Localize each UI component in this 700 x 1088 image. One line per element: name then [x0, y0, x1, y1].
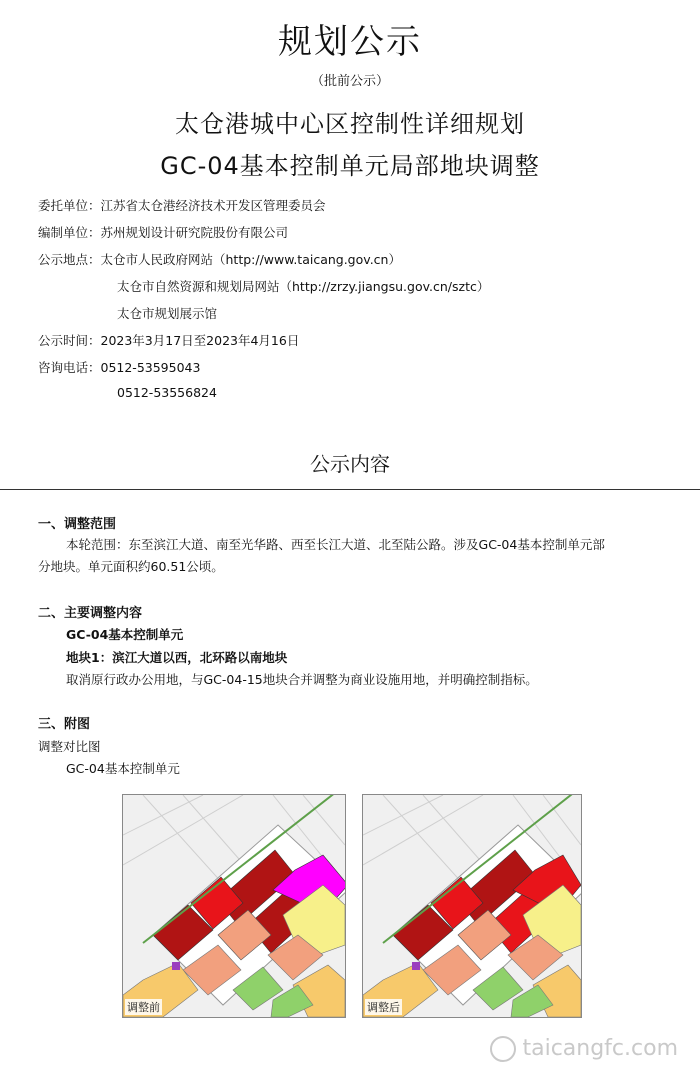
figure-caption: 调整对比图: [38, 739, 101, 754]
watermark-text: taicangfc.com: [522, 1036, 678, 1061]
compiler-unit: 编制单位：苏州规划设计研究院股份有限公司: [38, 225, 289, 240]
client-unit: 委托单位：江苏省太仓港经济技术开发区管理委员会: [38, 198, 326, 213]
page-title: 规划公示: [278, 22, 422, 62]
map-after: [362, 794, 582, 1018]
section-1-text: 本轮范围：东至滨江大道、南至光华路、西至长江大道、北至陆公路。涉及GC-04基本控制单元部: [66, 537, 605, 552]
map-before: [122, 794, 346, 1018]
contact-phone-2: 0512-53556824: [117, 385, 217, 400]
publicity-location: 公示地点：太仓市人民政府网站（http://www.taicang.gov.cn）: [38, 252, 401, 267]
section-1-title: 一、调整范围: [38, 517, 117, 532]
publicity-location-3: 太仓市规划展示馆: [117, 306, 218, 321]
page-subtitle: （批前公示）: [310, 74, 389, 89]
map-before-drawing: [123, 795, 345, 1017]
section-2-block: 地块1：滨江大道以西，北环路以南地块: [66, 650, 288, 665]
divider: [0, 489, 700, 490]
map-after-drawing: [363, 795, 581, 1017]
watermark: [490, 1036, 678, 1062]
section-title: 公示内容: [310, 452, 390, 476]
figure-unit: GC-04基本控制单元: [66, 761, 180, 776]
smiley-logo-icon: [490, 1036, 516, 1062]
publicity-time: 公示时间：2023年3月17日至2023年4月16日: [38, 333, 300, 348]
map-before-label: 调整前: [127, 1001, 160, 1014]
plan-title-line-1: 太仓港城中心区控制性详细规划: [175, 110, 525, 138]
section-3-title: 三、附图: [38, 717, 91, 732]
map-after-label: 调整后: [367, 1001, 400, 1014]
section-2-unit: GC-04基本控制单元: [66, 627, 184, 642]
plan-title-line-2: GC-04基本控制单元局部地块调整: [160, 152, 540, 180]
publicity-location-2: 太仓市自然资源和规划局网站（http://zrzy.jiangsu.gov.cn/sztc）: [117, 279, 490, 294]
section-2-text: 取消原行政办公用地，与GC-04-15地块合并调整为商业设施用地，并明确控制指标。: [66, 672, 538, 687]
contact-phone: 咨询电话：0512-53595043: [38, 360, 201, 375]
section-2-title: 二、主要调整内容: [38, 606, 143, 621]
section-1-text-2: 分地块。单元面积约60.51公顷。: [38, 559, 224, 574]
